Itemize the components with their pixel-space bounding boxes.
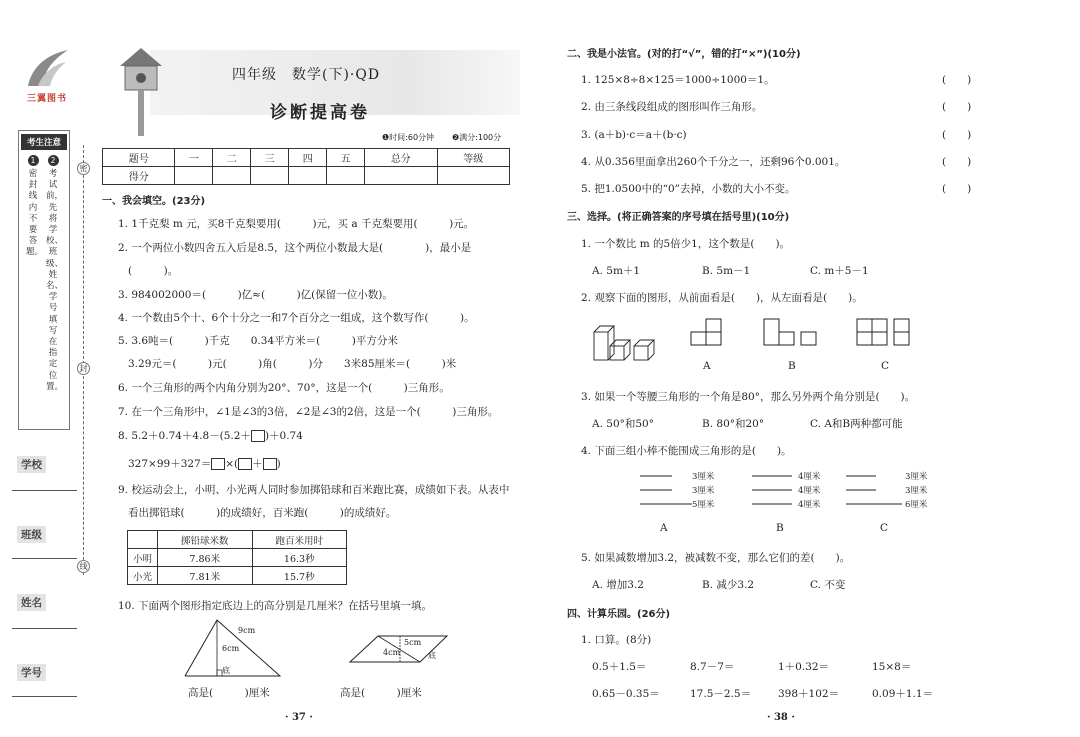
question-1-4: 4. 一个数由5个十、6个十分之一和7个百分之一组成，这个数写作( )。 (118, 312, 475, 324)
class-line[interactable] (12, 558, 77, 559)
choice-option[interactable]: A. 增加3.2 (592, 579, 644, 591)
tf-question-5: 5. 把1.0500中的“0”去掉，小数的大小不变。 (581, 183, 796, 195)
tf-answer-paren[interactable]: ( ) (942, 101, 972, 113)
stick-group-label[interactable]: A (660, 522, 668, 534)
triangle-side-label: 9cm (238, 626, 256, 635)
tf-question-2: 2. 由三条线段组成的图形叫作三角形。 (581, 101, 763, 113)
notice-item-text: 密封线内不要答题。 (26, 169, 44, 258)
student-id-line[interactable] (12, 696, 77, 697)
publisher-name: 三翼图书 (26, 94, 67, 104)
parallelogram-side-label: 5cm (404, 638, 422, 647)
choice-question-1: 1. 一个数比 m 的5倍少1，这个数是( )。 (581, 238, 791, 250)
calc-item: 398＋102＝ (778, 688, 840, 700)
question-1-3: 3. 984002000＝( )亿≈( )亿(保留一位小数)。 (118, 289, 393, 301)
sticks-figure (640, 470, 940, 508)
view-option-a-figure (690, 318, 722, 346)
stick-label: 3厘米 (692, 472, 715, 482)
view-option-label[interactable]: B (788, 360, 796, 372)
table-row: 小明 7.86米 16.3秒 (128, 549, 347, 567)
choice-question-2: 2. 观察下面的图形，从前面看是( )，从左面看是( )。 (581, 292, 863, 304)
question-1-5: 5. 3.6吨＝( )千克 0.34平方米＝( )平方分米 (118, 335, 398, 347)
choice-option[interactable]: B. 80°和20° (702, 418, 765, 430)
name-label: 姓名 (17, 594, 46, 611)
choice-option[interactable]: B. 减少3.2 (702, 579, 755, 591)
parallelogram-height-label: 4cm (383, 648, 401, 657)
score-table-header-row: 题号 一 二 三 四 五 总分 等级 (103, 149, 510, 167)
calc-title: 1. 口算。(8分) (581, 634, 652, 646)
question-1-1: 1. 1千克梨 m 元，买8千克梨要用( )元，买 a 千克梨要用( )元。 (118, 218, 475, 230)
score-table-score-row: 得分 (103, 167, 510, 185)
stick-label: 3厘米 (905, 472, 928, 482)
choice-option[interactable]: A. 50°和50° (592, 418, 654, 430)
section-3-title: 三、选择。(将正确答案的序号填在括号里)(10分) (567, 212, 790, 223)
question-1-5-cont: 3.29元＝( )元( )角( )分 3米85厘米＝( )米 (128, 358, 457, 370)
question-1-9-cont: 看出掷铅球( )的成绩好，百米跑( )的成绩好。 (128, 507, 397, 519)
tf-question-3: 3. (a＋b)·c＝a＋(b·c) (581, 129, 687, 141)
stick-label: 4厘米 (798, 472, 821, 482)
choice-question-4: 4. 下面三组小棒不能围成三角形的是( )。 (581, 445, 792, 457)
notice-title: 考生注意 (21, 134, 67, 150)
calc-item: 0.09＋1.1＝ (872, 688, 934, 700)
score-table (102, 148, 510, 185)
seal-line (83, 145, 84, 575)
notice-item: 1 密封线内不要答题。 (26, 156, 44, 258)
answer-triangle-height: 高是( )厘米 (188, 687, 270, 699)
question-1-8-cont: 327×99＋327＝ ×( ＋ ) (128, 458, 281, 470)
choice-option[interactable]: B. 5m－1 (702, 265, 751, 277)
notice-item-text: 考试前，先将学校、班级、姓名、学号填写在指定位置。 (46, 169, 64, 392)
view-option-b-figure (763, 318, 818, 346)
binding-margin (0, 0, 95, 737)
question-1-9: 9. 校运动会上，小明、小光两人同时参加掷铅球和百米跑比赛，成绩如下表。从表中 (118, 484, 510, 496)
stick-group-label[interactable]: C (880, 522, 889, 534)
student-id-label: 学号 (17, 664, 46, 681)
calc-item: 0.65－0.35＝ (592, 688, 660, 700)
question-1-6: 6. 一个三角形的两个内角分别为20°、70°，这是一个( )三角形。 (118, 382, 450, 394)
tf-answer-paren[interactable]: ( ) (942, 129, 972, 141)
choice-option[interactable]: C. m＋5－1 (810, 265, 869, 277)
stick-label: 4厘米 (798, 500, 821, 510)
answer-box[interactable] (251, 430, 265, 442)
section-1-title: 一、我会填空。(23分) (102, 196, 206, 207)
exam-full-score: ❷满分:100分 (452, 133, 502, 142)
triangle-height-label: 6cm (222, 644, 240, 653)
choice-question-5: 5. 如果减数增加3.2，被减数不变，那么它们的差( )。 (581, 552, 851, 564)
answer-box[interactable] (211, 458, 225, 470)
table-row: 小光 7.81米 15.7秒 (128, 567, 347, 585)
exam-subtitle: 诊断提高卷 (270, 103, 370, 123)
school-label: 学校 (17, 456, 46, 473)
notice-item: 2 考试前，先将学校、班级、姓名、学号填写在指定位置。 (46, 156, 64, 392)
calc-item: 0.5＋1.5＝ (592, 661, 647, 673)
class-label: 班级 (17, 526, 46, 543)
tf-answer-paren[interactable]: ( ) (942, 183, 972, 195)
birdhouse-icon (116, 46, 166, 136)
stick-label: 6厘米 (905, 500, 928, 510)
calc-item: 15×8＝ (872, 661, 912, 673)
question-1-7: 7. 在一个三角形中，∠1是∠3的3倍，∠2是∠3的2倍，这是一个( )三角形。 (118, 406, 499, 418)
choice-option[interactable]: C. A和B两种都可能 (810, 418, 903, 430)
exam-time: ❶时间:60分钟 (382, 133, 435, 142)
publisher-logo-icon (22, 48, 70, 90)
answer-parallelogram-height: 高是( )厘米 (340, 687, 422, 699)
tf-answer-paren[interactable]: ( ) (942, 156, 972, 168)
choice-question-3: 3. 如果一个等腰三角形的一个角是80°，那么另外两个角分别是( )。 (581, 391, 916, 403)
view-option-label[interactable]: A (703, 360, 711, 372)
tf-answer-paren[interactable]: ( ) (942, 74, 972, 86)
stick-group-label[interactable]: B (776, 522, 784, 534)
view-option-c-figure (856, 318, 912, 346)
exam-notice-box (18, 130, 70, 430)
sports-results-table (127, 530, 347, 585)
tf-question-4: 4. 从0.356里面拿出260个千分之一，还剩96个0.001。 (581, 156, 846, 168)
answer-box[interactable] (263, 458, 277, 470)
stick-label: 4厘米 (798, 486, 821, 496)
question-1-2-cont: ( )。 (128, 265, 179, 277)
seal-char: 密 (77, 162, 90, 175)
cube-stack-figure (592, 322, 662, 362)
name-line[interactable] (12, 628, 77, 629)
school-line[interactable] (12, 490, 77, 491)
question-1-10: 10. 下面两个图形指定底边上的高分别是几厘米？在括号里填一填。 (118, 600, 433, 612)
exam-title: 四年级 数学(下)·QD (232, 67, 381, 83)
choice-option[interactable]: C. 不变 (810, 579, 846, 591)
page-number-right: · 38 · (767, 712, 795, 723)
answer-box[interactable] (238, 458, 252, 470)
stick-label: 3厘米 (905, 486, 928, 496)
page-number-left: · 37 · (285, 712, 313, 723)
calc-item: 1＋0.32＝ (778, 661, 830, 673)
triangle-base-label: 底 (222, 666, 230, 675)
seal-char: 封 (77, 362, 90, 375)
section-2-title: 二、我是小法官。(对的打“√”，错的打“×”)(10分) (567, 49, 801, 60)
question-1-2: 2. 一个两位小数四舍五入后是8.5，这个两位小数最大是( )，最小是 (118, 242, 472, 254)
stick-label: 5厘米 (692, 500, 715, 510)
table-header-row: 掷铅球米数 跑百米用时 (128, 531, 347, 549)
stick-label: 3厘米 (692, 486, 715, 496)
tf-question-1: 1. 125×8÷8×125＝1000÷1000＝1。 (581, 74, 775, 86)
question-1-8: 8. 5.2＋0.74＋4.8－(5.2＋ )＋0.74 (118, 430, 303, 442)
parallelogram-base-label: 底 (428, 651, 436, 660)
choice-option[interactable]: A. 5m＋1 (592, 265, 641, 277)
calc-item: 17.5－2.5＝ (690, 688, 752, 700)
view-option-label[interactable]: C (881, 360, 890, 372)
calc-item: 8.7－7＝ (690, 661, 735, 673)
section-4-title: 四、计算乐园。(26分) (567, 609, 671, 620)
seal-char: 线 (77, 560, 90, 573)
